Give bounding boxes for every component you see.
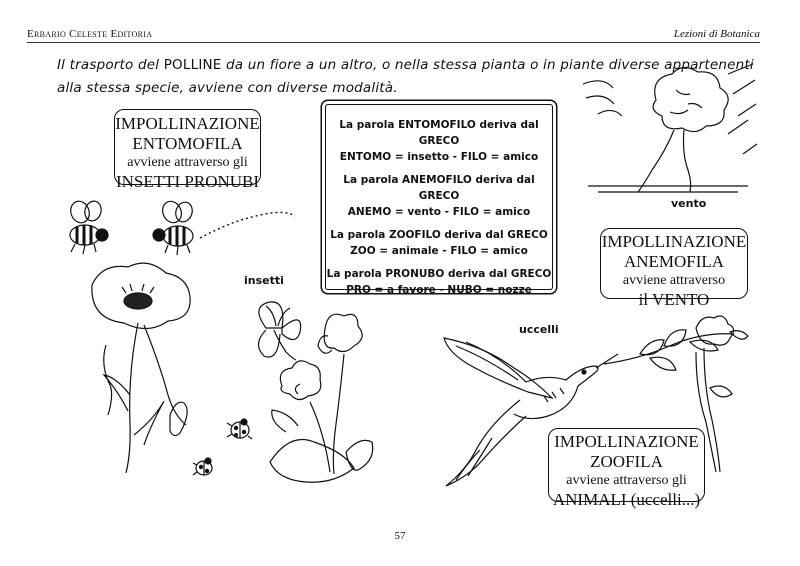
box-zoofila-text1: avviene attraverso gli xyxy=(566,473,687,488)
box-entomofila-title2: ENTOMOFILA xyxy=(132,134,243,153)
caption-vento: vento xyxy=(671,197,707,210)
box-entomofila xyxy=(114,109,261,191)
intro-highlight: POLLINE xyxy=(163,57,222,73)
box-anemofila xyxy=(600,228,748,309)
series-title: Lezioni di Botanica xyxy=(673,28,760,40)
violet-flowers-icon xyxy=(266,312,376,487)
box-anemofila-text2: il VENTO xyxy=(638,290,710,309)
intro-text-start: Il trasporto del xyxy=(57,57,164,73)
box-anemofila-text1: avviene attraverso xyxy=(622,273,726,288)
box-zoofila-text2: ANIMALI (uccelli...) xyxy=(552,490,701,509)
tree-in-wind-icon xyxy=(578,64,758,204)
box-zoofila-title1: IMPOLLINAZIONE xyxy=(554,432,699,451)
etymology-line: La parola ANEMOFILO deriva dal GRECO xyxy=(343,174,535,202)
box-entomofila-text2: INSETTI PRONUBI xyxy=(115,172,260,191)
box-anemofila-title2: ANEMOFILA xyxy=(623,252,725,271)
flowering-branch-icon xyxy=(600,308,760,478)
intro-text-end: da un fiore a un altro, o nella stessa pianta o in piante diverse appartenenti alla stessa specie, avviene con diverse modalità. xyxy=(57,57,754,96)
etymology-line: La parola ZOOFILO deriva dal GRECO xyxy=(330,229,548,241)
etymology-line: La parola ENTOMOFILO deriva dal GRECO xyxy=(339,119,539,147)
bee-icon xyxy=(60,200,300,260)
etymology-entry xyxy=(326,266,552,298)
etymology-line: ANEMO = vento - FILO = amico xyxy=(347,206,531,218)
poppy-flower-icon xyxy=(86,265,196,475)
publisher-name: Erbario Celeste Editoria xyxy=(27,28,153,40)
caption-uccelli: uccelli xyxy=(519,323,559,336)
ladybug-icon xyxy=(192,410,262,490)
etymology-entry xyxy=(326,227,552,259)
etymology-line: ZOO = animale - FILO = amico xyxy=(350,245,528,257)
hummingbird-icon xyxy=(440,330,620,490)
etymology-box xyxy=(325,104,553,296)
page-number: 57 xyxy=(394,530,406,542)
etymology-entry xyxy=(326,172,552,220)
etymology-entry xyxy=(326,117,552,165)
header-divider xyxy=(27,42,760,43)
box-entomofila-title1: IMPOLLINAZIONE xyxy=(115,114,260,133)
etymology-line: PRO = a favore - NUBO = nozze xyxy=(346,284,532,296)
box-zoofila-title2: ZOOFILA xyxy=(590,452,663,471)
etymology-line: ENTOMO = insetto - FILO = amico xyxy=(339,151,539,163)
caption-insetti: insetti xyxy=(244,274,284,287)
box-anemofila-title1: IMPOLLINAZIONE xyxy=(601,232,747,251)
etymology-line: La parola PRONUBO deriva dal GRECO xyxy=(326,268,552,280)
box-entomofila-text1: avviene attraverso gli xyxy=(127,155,248,170)
